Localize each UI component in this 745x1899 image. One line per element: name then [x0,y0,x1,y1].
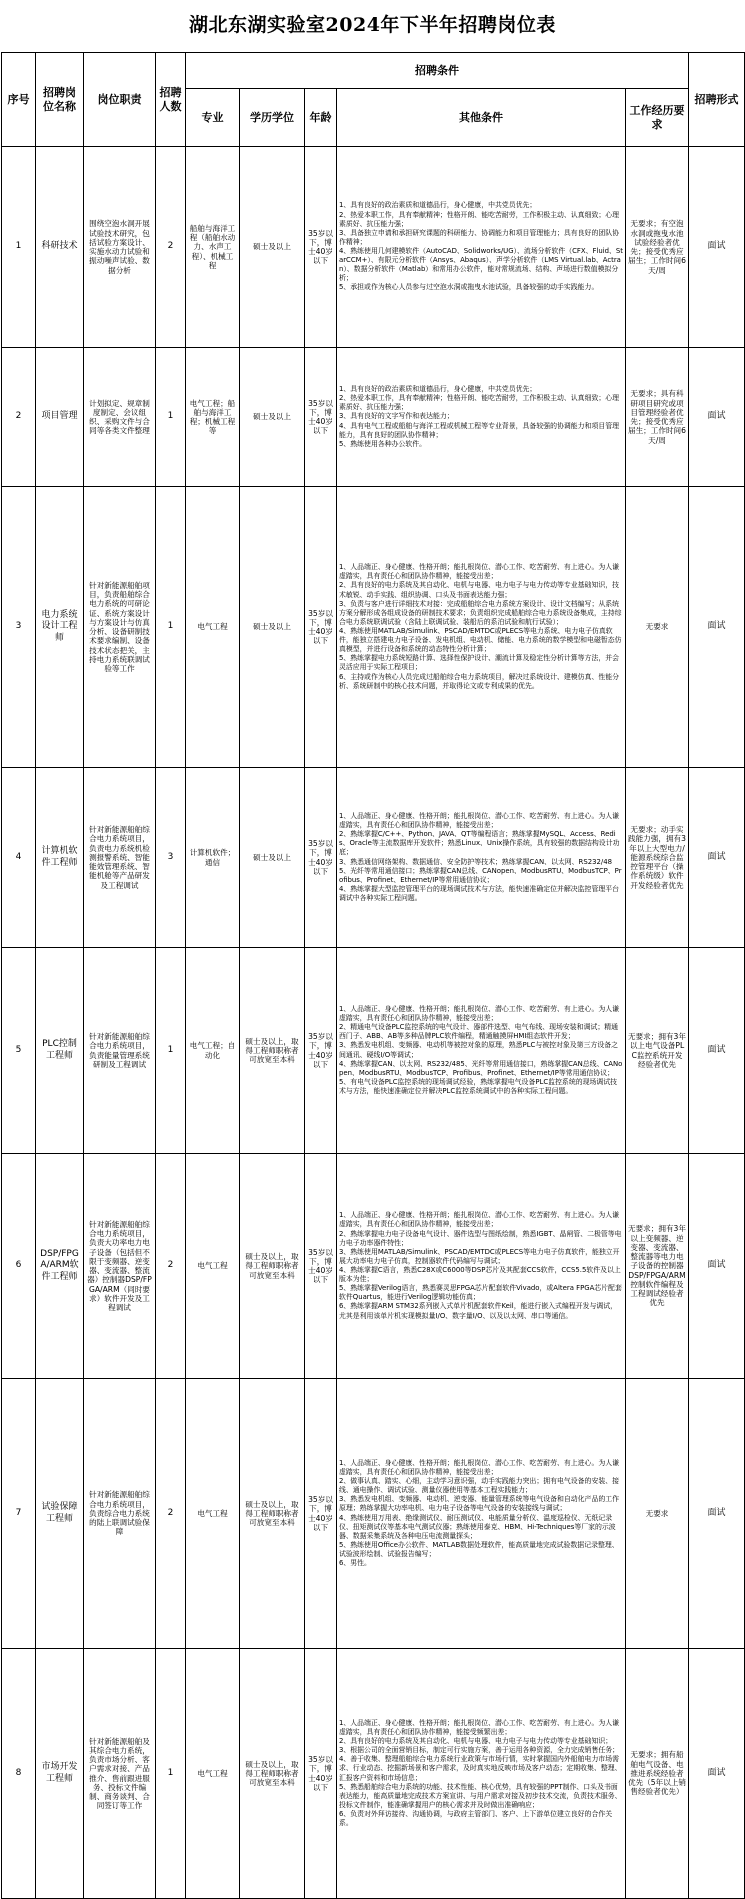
table-row [2,147,745,348]
other-text: 1、人品端正、身心健康、性格开朗；能扎根岗位、潜心工作、吃苦耐劳、有上进心。为人谦虚踏实，具有责任心和团队协作精神，能接受出差； 2、熟练掌握电力电子设备电气设计、器件选型与图纸绘制，熟悉IGBT、晶闸管、二极管等电力电子功率器件特性； 3、熟练使用MATLAB/Simulink、PSCAD/EMTDC或PLECS等电力电子仿真软件，能独立开展大功率电力电子仿真，控制器软件代码编写与调试； 4、熟练掌握C语言，熟悉C28X或C6000等DSP芯片及其配套CCS软件，CCS5.5软件及以上版本为佳； 5、熟练掌握Verilog语言，熟悉赛灵思FPGA芯片配套软件Vivado，或Altera FPGA芯片配套软件Quartus，能进行Verilog逻辑功能仿真； 6、熟练掌握ARM STM32系列嵌入式单片机配套软件Keil，能进行嵌入式编程开发与调试，尤其是利用该单片机实现模拟量I/O、数字量I/O、以及以太网、串口等通信。 [339,1211,622,1320]
cell-major: 电气工程 [186,1379,240,1649]
cell-experience: 无要求；具有科研项目研究或项目管理经验者优先；接受优秀应届生；工作时间6天/周 [626,348,689,487]
cell-duty: 针对新能源船舶项目，负责船舶综合电力系统的可研论证、系统方案设计与方案设计与仿真分析、设备研制技术要求编制、设备技术状态把关，主持电力系统联调试验等工作 [84,487,156,768]
cell-other [337,768,626,948]
other-text: 1、人品端正、身心健康、性格开朗；能扎根岗位、潜心工作、吃苦耐劳、有上进心。为人谦虚踏实，具有责任心和团队协作精神，能接受出差； 2、熟练掌握C/C++、Python、JAVA、QT等编程语言；熟练掌握MySQL、Access、Redis、Oracle等主流数据库开发软件；熟悉Linux、Unix操作系统，具有较强的数据结构设计功底； 3、熟悉通信网络架构、数据通信、安全防护等技术；熟练掌握CAN、以太网、RS232/485、光纤等常用通信接口；熟练掌握CAN总线、CANopen、ModbusRTU、ModbusTCP、Profibus、Profinet、Ethernet/IP等常用通信协议； 4、熟练掌握大型监控管理平台的现场调试技术与方法，能快速准确定位并解决监控管理平台调试中各种实际工程问题。 [339,811,622,902]
cell-seq: 6 [2,1154,36,1379]
cell-other [337,487,626,768]
cell-duty: 针对新能源船舶综合电力系统项目，负责综合电力系统的陆上联调试验保障 [84,1379,156,1649]
page-title: 湖北东湖实验室2024年下半年招聘岗位表 [189,14,556,36]
cell-count: 2 [156,147,186,348]
cell-seq: 4 [2,768,36,948]
table-row [2,948,745,1154]
cell-duty: 围绕空泡水洞开展试验技术研究，包括试验方案设计、实施水动力试验和振动噪声试验、数据分析 [84,147,156,348]
cell-other [337,348,626,487]
cell-form: 面试 [689,1379,745,1649]
cell-form: 面试 [689,1649,745,1899]
cell-seq: 2 [2,348,36,487]
cell-major: 计算机软件；通信 [186,768,240,948]
cell-age: 35岁以下，博士40岁以下 [305,768,337,948]
other-text: 1、人品端正、身心健康、性格开朗；能扎根岗位、潜心工作、吃苦耐劳、有上进心。为人谦虚踏实，具有责任心和团队协作精神，能接受出差； 2、具有良好的电力系统及其自动化、电机与电器、电力电子与电力传动等专业基础知识，技术敏锐、动手实践、组织协调、口头及书面表达能力强； 3、负责与客户进行详细技术对接：完成船舶综合电力系统方案设计、设计文档编写；从系统方案分解形成各组成设备的研制技术要求；负责组织完成船舶综合电力系统设备集成，主持综合电力系统联调试验（含陆上联调试验、装船后的系泊试验和航行试验）； 4、熟练使用MATLAB/Simulink、PSCAD/EMTDC或PLECS等电力系统、电力电子仿真软件，能独立搭建电力电子设备、发电机组、电动机、储能、电力系统的数学模型和电磁暂态仿真模型，并进行设备和系统的动态特性分析计算； 5、熟练掌握电力系统短路计算、选择性保护设计、潮流计算及稳定性分析计算等方法，并会灵活应用于实际工程项目； 6、主持或作为核心人员完成过船舶综合电力系统项目，解决过系统设计、建模仿真、性能分析、系统研制中的核心技术问题，并取得论文或专利成果的优先。 [339,563,622,690]
cell-position: PLC控制工程师 [36,948,84,1154]
cell-seq: 8 [2,1649,36,1899]
cell-form: 面试 [689,348,745,487]
header-form: 招聘形式 [689,53,745,147]
header-count: 招聘人数 [156,53,186,147]
cell-other [337,1379,626,1649]
table-row [2,1649,745,1899]
cell-duty: 针对新能源船舶综合电力系统项目，负责电力系统机检测报警系统、智能能效管理系统、智能机舱等产品研发及工程调试 [84,768,156,948]
cell-major: 电气工程；自动化 [186,948,240,1154]
cell-major: 电气工程 [186,487,240,768]
cell-degree: 硕士及以上 [240,768,305,948]
other-text: 1、具有良好的政治素质和道德品行，身心健康，中共党员优先； 2、热爱本职工作，具有奉献精神；性格开朗、能吃苦耐劳，工作积极主动、认真细致；心理素质好、抗压能力强； 3、具备独立申请和承担研究课题的科研能力、协调能力和项目管理能力；具有良好的团队协作精神； 4、熟练使用几何建模软件（AutoCAD、Solidworks/UG）、流场分析软件（CFX、Fluid、StarCCM+）、有限元分析软件（Ansys、Abaqus）、声学分析软件（LMS Virtual.lab、Actran）、数据分析软件（Matlab）和常用办公软件，能对常规流场、结构、声场进行数值模拟分析； 5、承担或作为核心人员参与过空泡水洞或拖曳水池试验，具备较强的动手实践能力。 [339,201,624,292]
cell-experience: 无要求；拥有3年以上变频器、逆变器、变流器、整流器等电力电子设备的控制器DSP/FPGA/ARM控制软件编程及工程调试经验者优先 [626,1154,689,1379]
cell-degree: 硕士及以上 [240,487,305,768]
cell-seq: 7 [2,1379,36,1649]
cell-degree: 硕士及以上，取得工程师职称者可放宽至本科 [240,1154,305,1379]
cell-other [337,147,626,348]
header-degree: 学历学位 [240,89,305,147]
cell-count: 1 [156,948,186,1154]
cell-position: 试验保障工程师 [36,1379,84,1649]
other-text: 1、人品端正、身心健康、性格开朗；能扎根岗位、潜心工作、吃苦耐劳、有上进心。为人谦虚踏实，具有责任心和团队协作精神，能接受出差； 2、精通电气设备PLC监控系统的电气设计、器部件选型、电气布线、现场安装和调试；精通西门子、ABB、AB等多种品牌PLC软件编程，精通触摸屏HMI组态软件开发； 3、熟悉发电机组、变频器、电动机等被控对象的原理，熟悉PLC与被控对象及第三方设备之间通讯、硬线I/O等调试； 4、熟练掌握CAN、以太网、RS232/485、光纤等常用通信接口，熟练掌握CAN总线、CANopen、ModbusRTU、ModbusTCP、Profibus、Profinet、Ethernet/IP等常用通信协议； 5、有电气设备PLC监控系统的现场调试经验，熟练掌握电气设备PLC监控系统的现场调试技术与方法，能快速准确定位并解决PLC监控系统调试中的各种实际工程问题。 [339,1004,623,1095]
cell-duty: 计划拟定、规章制度制定、会议组织、采购文件与合同等各类文件整理 [84,348,156,487]
cell-count: 2 [156,1379,186,1649]
cell-form: 面试 [689,948,745,1154]
header-age: 年龄 [305,89,337,147]
cell-degree: 硕士及以上 [240,348,305,487]
header-major: 专业 [186,89,240,147]
cell-major: 电气工程 [186,1649,240,1899]
cell-age: 35岁以下，博士40岁以下 [305,948,337,1154]
cell-count: 2 [156,1154,186,1379]
cell-count: 3 [156,768,186,948]
cell-count: 1 [156,1649,186,1899]
cell-major: 电气工程 [186,1154,240,1379]
cell-age: 35岁以下，博士40岁以下 [305,348,337,487]
table-row [2,487,745,768]
cell-major: 电气工程；船舶与海洋工程；机械工程等 [186,348,240,487]
header-experience: 工作经历要求 [626,89,689,147]
header-other: 其他条件 [337,89,626,147]
other-text: 1、人品端正、身心健康、性格开朗；能扎根岗位、潜心工作、吃苦耐劳、有上进心。为人谦虚踏实，具有责任心和团队协作精神，能接受出差； 2、做事认真、踏实、心细，主动学习意识强，动手实践能力突出；拥有电气设备的安装、接线、通电操作、调试试验、测量仪器使用等基本工程实践能力； 3、熟悉发电机组、变频器、电动机、逆变器、能量管理系统等电气设备和自动化产品的工作原理；熟练掌握大功率电机、电力电子设备等电气设备的安装接线与调试； 4、熟练使用万用表、绝缘测试仪、耐压测试仪、电能质量分析仪、温度巡检仪、无纸记录仪、扭矩测试仪等基本电气测试仪器；熟练使用泰克、HBM、Hi-Techniques等厂家的示波器、数据采集系统及各种电压电流测量探头； 5、熟练使用Office办公软件、MATLAB数据处理软件，能高质量地完成试验数据记录整理、试验波形绘制、试验报告编写； 6、男性。 [339,1458,620,1568]
cell-position: 项目管理 [36,348,84,487]
cell-experience: 无要求；有空泡水洞或拖曳水池试验经验者优先；接受优秀应届生；工作时间6天/周 [626,147,689,348]
other-text: 1、具有良好的政治素质和道德品行，身心健康，中共党员优先； 2、热爱本职工作，具有奉献精神；性格开朗、能吃苦耐劳，工作积极主动、认真细致；心理素质好、抗压能力强； 3、具有良好的文字写作和表达能力； 4、具有电气工程或船舶与海洋工程或机械工程等专业背景，具备较强的协调能力和项目管理能力，具有良好的团队协作精神； 5、熟练使用各种办公软件。 [339,385,620,448]
cell-position: 电力系统设计工程师 [36,487,84,768]
cell-seq: 3 [2,487,36,768]
cell-experience: 无要求 [626,487,689,768]
header-conditions: 招聘条件 [186,53,689,89]
cell-duty: 针对新能源船舶综合电力系统项目，负责大功率电力电子设备（包括但不限于变频器、逆变器、变流器、整流器）控制器DSP/FPGA/ARM（同时要求）软件开发及工程调试 [84,1154,156,1379]
cell-age: 35岁以下，博士40岁以下 [305,1154,337,1379]
cell-count: 1 [156,348,186,487]
cell-experience: 无要求；拥有3年以上电气设备PLC监控系统开发经验者优先 [626,948,689,1154]
cell-experience: 无要求；动手实践能力强，拥有3年以上大型电力/能源系统综合监控管理平台（操作系统级）软件开发经验者优先 [626,768,689,948]
cell-position: 市场开发工程师 [36,1649,84,1899]
cell-other [337,1649,626,1899]
cell-position: 计算机软件工程师 [36,768,84,948]
cell-experience: 无要求 [626,1379,689,1649]
cell-degree: 硕士及以上 [240,147,305,348]
cell-degree: 硕士及以上，取得工程师职称者可放宽至本科 [240,948,305,1154]
cell-count: 1 [156,487,186,768]
cell-degree: 硕士及以上，取得工程师职称者可放宽至本科 [240,1379,305,1649]
cell-form: 面试 [689,487,745,768]
cell-degree: 硕士及以上，取得工程师职称者可放宽至本科 [240,1649,305,1899]
cell-age: 35岁以下，博士40岁以下 [305,487,337,768]
header-duty: 岗位职责 [84,53,156,147]
table-row [2,1379,745,1649]
recruitment-table [1,52,745,1899]
cell-age: 35岁以下，博士40岁以下 [305,147,337,348]
cell-other [337,1154,626,1379]
cell-other [337,948,626,1154]
header-position: 招聘岗位名称 [36,53,84,147]
cell-duty: 针对新能源船舶综合电力系统项目，负责能量管理系统研制及工程调试 [84,948,156,1154]
cell-seq: 5 [2,948,36,1154]
other-text: 1、人品端正、身心健康、性格开朗；能扎根岗位、潜心工作、吃苦耐劳、有上进心。为人谦虚踏实，具有责任心和团队协作精神，能接受频繁出差； 2、具有良好的电力系统及其自动化、电机与电器、电力电子与电力传动等专业基础知识； 3、根据公司的全面营销目标，制定可行实施方案，善于运用各种资源，全力完成销售任务； 4、善于收集、整理船舶综合电力系统行业政策与市场行情，实时掌握国内外船舶电力市场需求、行业动态、挖掘新场景和客户需求，及时真实地反映市场及客户动态；定期收集、整理、汇报客户资料和市场信息； 5、熟悉船舶综合电力系统的功能、技术性能、核心优势，具有较强的PPT制作、口头及书面表达能力，能高质量地完成技术方案宣讲、与用户需求对接及初步技术交流，负责技术服务、投标文件制作，能准确掌握用户的核心需求并及时做出准确响应； 6、负责对外拜访接待、沟通协调，与政府主管部门、客户、上下游单位建立良好的合作关系。 [339,1718,622,1828]
cell-position: DSP/FPGA/ARM软件工程师 [36,1154,84,1379]
cell-form: 面试 [689,147,745,348]
header-seq: 序号 [2,53,36,147]
cell-age: 35岁以下，博士40岁以下 [305,1379,337,1649]
cell-age: 35岁以下，博士40岁以下 [305,1649,337,1899]
table-row [2,1154,745,1379]
cell-form: 面试 [689,1154,745,1379]
table-row [2,348,745,487]
cell-seq: 1 [2,147,36,348]
cell-experience: 无要求；拥有船舶电气设备、电推进系统经验者优先（5年以上销售经验者优先） [626,1649,689,1899]
cell-major: 船舶与海洋工程（船舶水动力、水声工程）、机械工程 [186,147,240,348]
cell-form: 面试 [689,768,745,948]
cell-duty: 针对新能源船舶及其综合电力系统，负责市场分析、客户需求对接、产品推介、售前跟进服务、投标文件编制、商务谈判、合同签订等工作 [84,1649,156,1899]
table-row [2,768,745,948]
cell-position: 科研技术 [36,147,84,348]
